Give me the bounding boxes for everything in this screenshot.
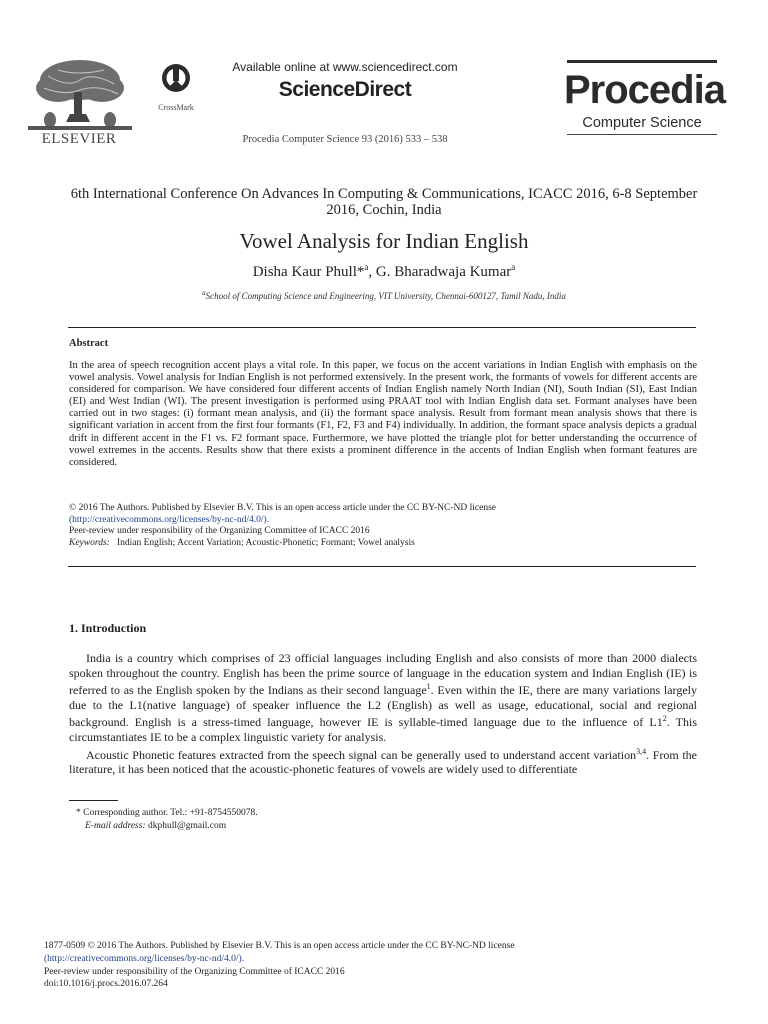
crossmark-icon: [160, 62, 192, 96]
footnote-rule: [69, 800, 118, 801]
paragraph: [69, 745, 697, 777]
keywords-list: Indian English; Accent Variation; Acoustic-Phonetic; Formant; Vowel analysis: [116, 537, 415, 548]
doi-line[interactable]: doi:10.1016/j.procs.2016.07.264: [44, 979, 168, 990]
affiliation-text: School of Computing Science and Engineering, VIT University, Chennai-600127, Tamil Nadu, India: [205, 291, 566, 301]
keywords-line: [69, 538, 697, 550]
procedia-top-rule: [567, 60, 717, 63]
issn-copyright-line: 1877-0509 © 2016 The Authors. Published by Elsevier B.V. This is an open access article under the CC BY-NC-ND license: [44, 941, 515, 951]
author-name: G. Bharadwaja Kumar: [375, 264, 512, 280]
abstract-body: In the area of speech recognition accent plays a vital role. In this paper, we focus on the accent variations in Indian English with emphasis on the vowel analysis. Vowel analysis for Indian English is not performed extensively. In the present work, the formants of vowels for different accents are considered for comparison. We have considered four different accents of Indian English namely North Indian (NI), South Indian (SI), East Indian (EI) and West Indian (WI). The present investigation is performed using PRAAT tool with Indian English data set. Formant analyses have been carried out in two stages: (i) formant mean analysis, and (ii) the formant space analysis. Result from formant mean analysis shows that there is significant variation in accent from the first four formants (F1, F2, F3 and F4) individually. In addition, the formant space analysis depicts a gradual drift in different accent in the F1 vs. F2 formant space. Furthermore, we have plotted the triangle plot for better understanding the occurrence of vowel extremes in the accents. Results show that there exists a prominent difference in the accents of Indian English when formant features are considered.: [69, 360, 697, 468]
bottom-license-link[interactable]: (http://creativecommons.org/licenses/by-nc-nd/4.0/).: [44, 953, 245, 964]
bottom-copyright-block: [44, 940, 724, 991]
author-affiliation-mark: a: [511, 262, 516, 272]
author-name: Disha Kaur Phull*: [252, 264, 365, 280]
peer-review-line: Peer-review under responsibility of the Organizing Committee of ICACC 2016: [69, 526, 370, 537]
introduction-body: [69, 651, 697, 777]
paragraph-text: India is a country which comprises of 23 official languages including English and also consists of more than 2000 dialects spoken throughout the country. English has been the prime source of language in the education system and Indian English (IE) is referred to as the English spoken by the Indians as their second language: [69, 651, 697, 698]
paragraph-text: . Even within the IE, there are many variations largely due to the L1(native language) of speaker influence the L2 (English) as well as usage, educational, social and regional background. English is a stress-timed language, however IE is syllable-timed language due to the influence of L1: [69, 683, 697, 730]
affiliation: [60, 289, 708, 301]
procedia-subtitle: Computer Science: [582, 115, 702, 131]
procedia-wordmark: Procedia: [564, 68, 725, 112]
citation-ref[interactable]: 2: [662, 714, 667, 724]
paragraph-text: . From the literature, it has been noticed that the acoustic-phonetic features of vowels are widely used to differentiate: [69, 747, 697, 777]
citation-ref[interactable]: 1: [426, 682, 431, 692]
paragraph: [69, 651, 697, 745]
conference-line: 6th International Conference On Advances In Computing & Communications, ICACC 2016, 6-8 September 2016, Cochin, India: [70, 186, 698, 218]
elsevier-wordmark: ELSEVIER: [41, 131, 117, 147]
author-affiliation-mark: a: [364, 262, 369, 272]
email-line: [76, 820, 676, 833]
keywords-label: Keywords:: [69, 537, 110, 548]
sciencedirect-wordmark: ScienceDirect: [278, 78, 412, 101]
abstract-bottom-rule: [68, 566, 696, 567]
corresponding-author-line: * Corresponding author. Tel.: +91-8754550078.: [76, 808, 258, 818]
paragraph-text: Acoustic Phonetic features extracted from the speech signal can be generally used to understand accent variation: [86, 747, 637, 762]
bottom-peer-review-line: Peer-review under responsibility of the Organizing Committee of ICACC 2016: [44, 966, 345, 977]
available-online-text: Available online at www.sciencedirect.com: [232, 60, 458, 74]
affiliation-mark: a: [202, 289, 206, 297]
paper-title: Vowel Analysis for Indian English: [239, 229, 529, 253]
email-address[interactable]: dkphull@gmail.com: [147, 820, 227, 831]
paragraph-text: . This circumstantiates IE to be a complex linguistic variety for analysis.: [69, 715, 698, 744]
abstract-top-rule: [68, 327, 696, 328]
journal-reference: Procedia Computer Science 93 (2016) 533 – 538: [242, 134, 448, 145]
abstract-heading: Abstract: [69, 338, 109, 349]
section-heading-introduction: 1. Introduction: [69, 621, 147, 635]
license-link[interactable]: (http://creativecommons.org/licenses/by-nc-nd/4.0/).: [69, 514, 270, 525]
author-separator: ,: [368, 264, 376, 280]
copyright-line: © 2016 The Authors. Published by Elsevier B.V. This is an open access article under the CC BY-NC-ND license: [69, 503, 497, 513]
crossmark-badge[interactable]: [154, 62, 198, 112]
copyright-block: [69, 503, 697, 549]
email-label: E-mail address:: [85, 820, 146, 831]
footnote: [76, 807, 676, 832]
author-list: [60, 262, 708, 281]
crossmark-label: CrossMark: [158, 103, 194, 112]
procedia-bottom-rule: [567, 134, 717, 135]
citation-ref[interactable]: 3,4: [636, 746, 647, 756]
